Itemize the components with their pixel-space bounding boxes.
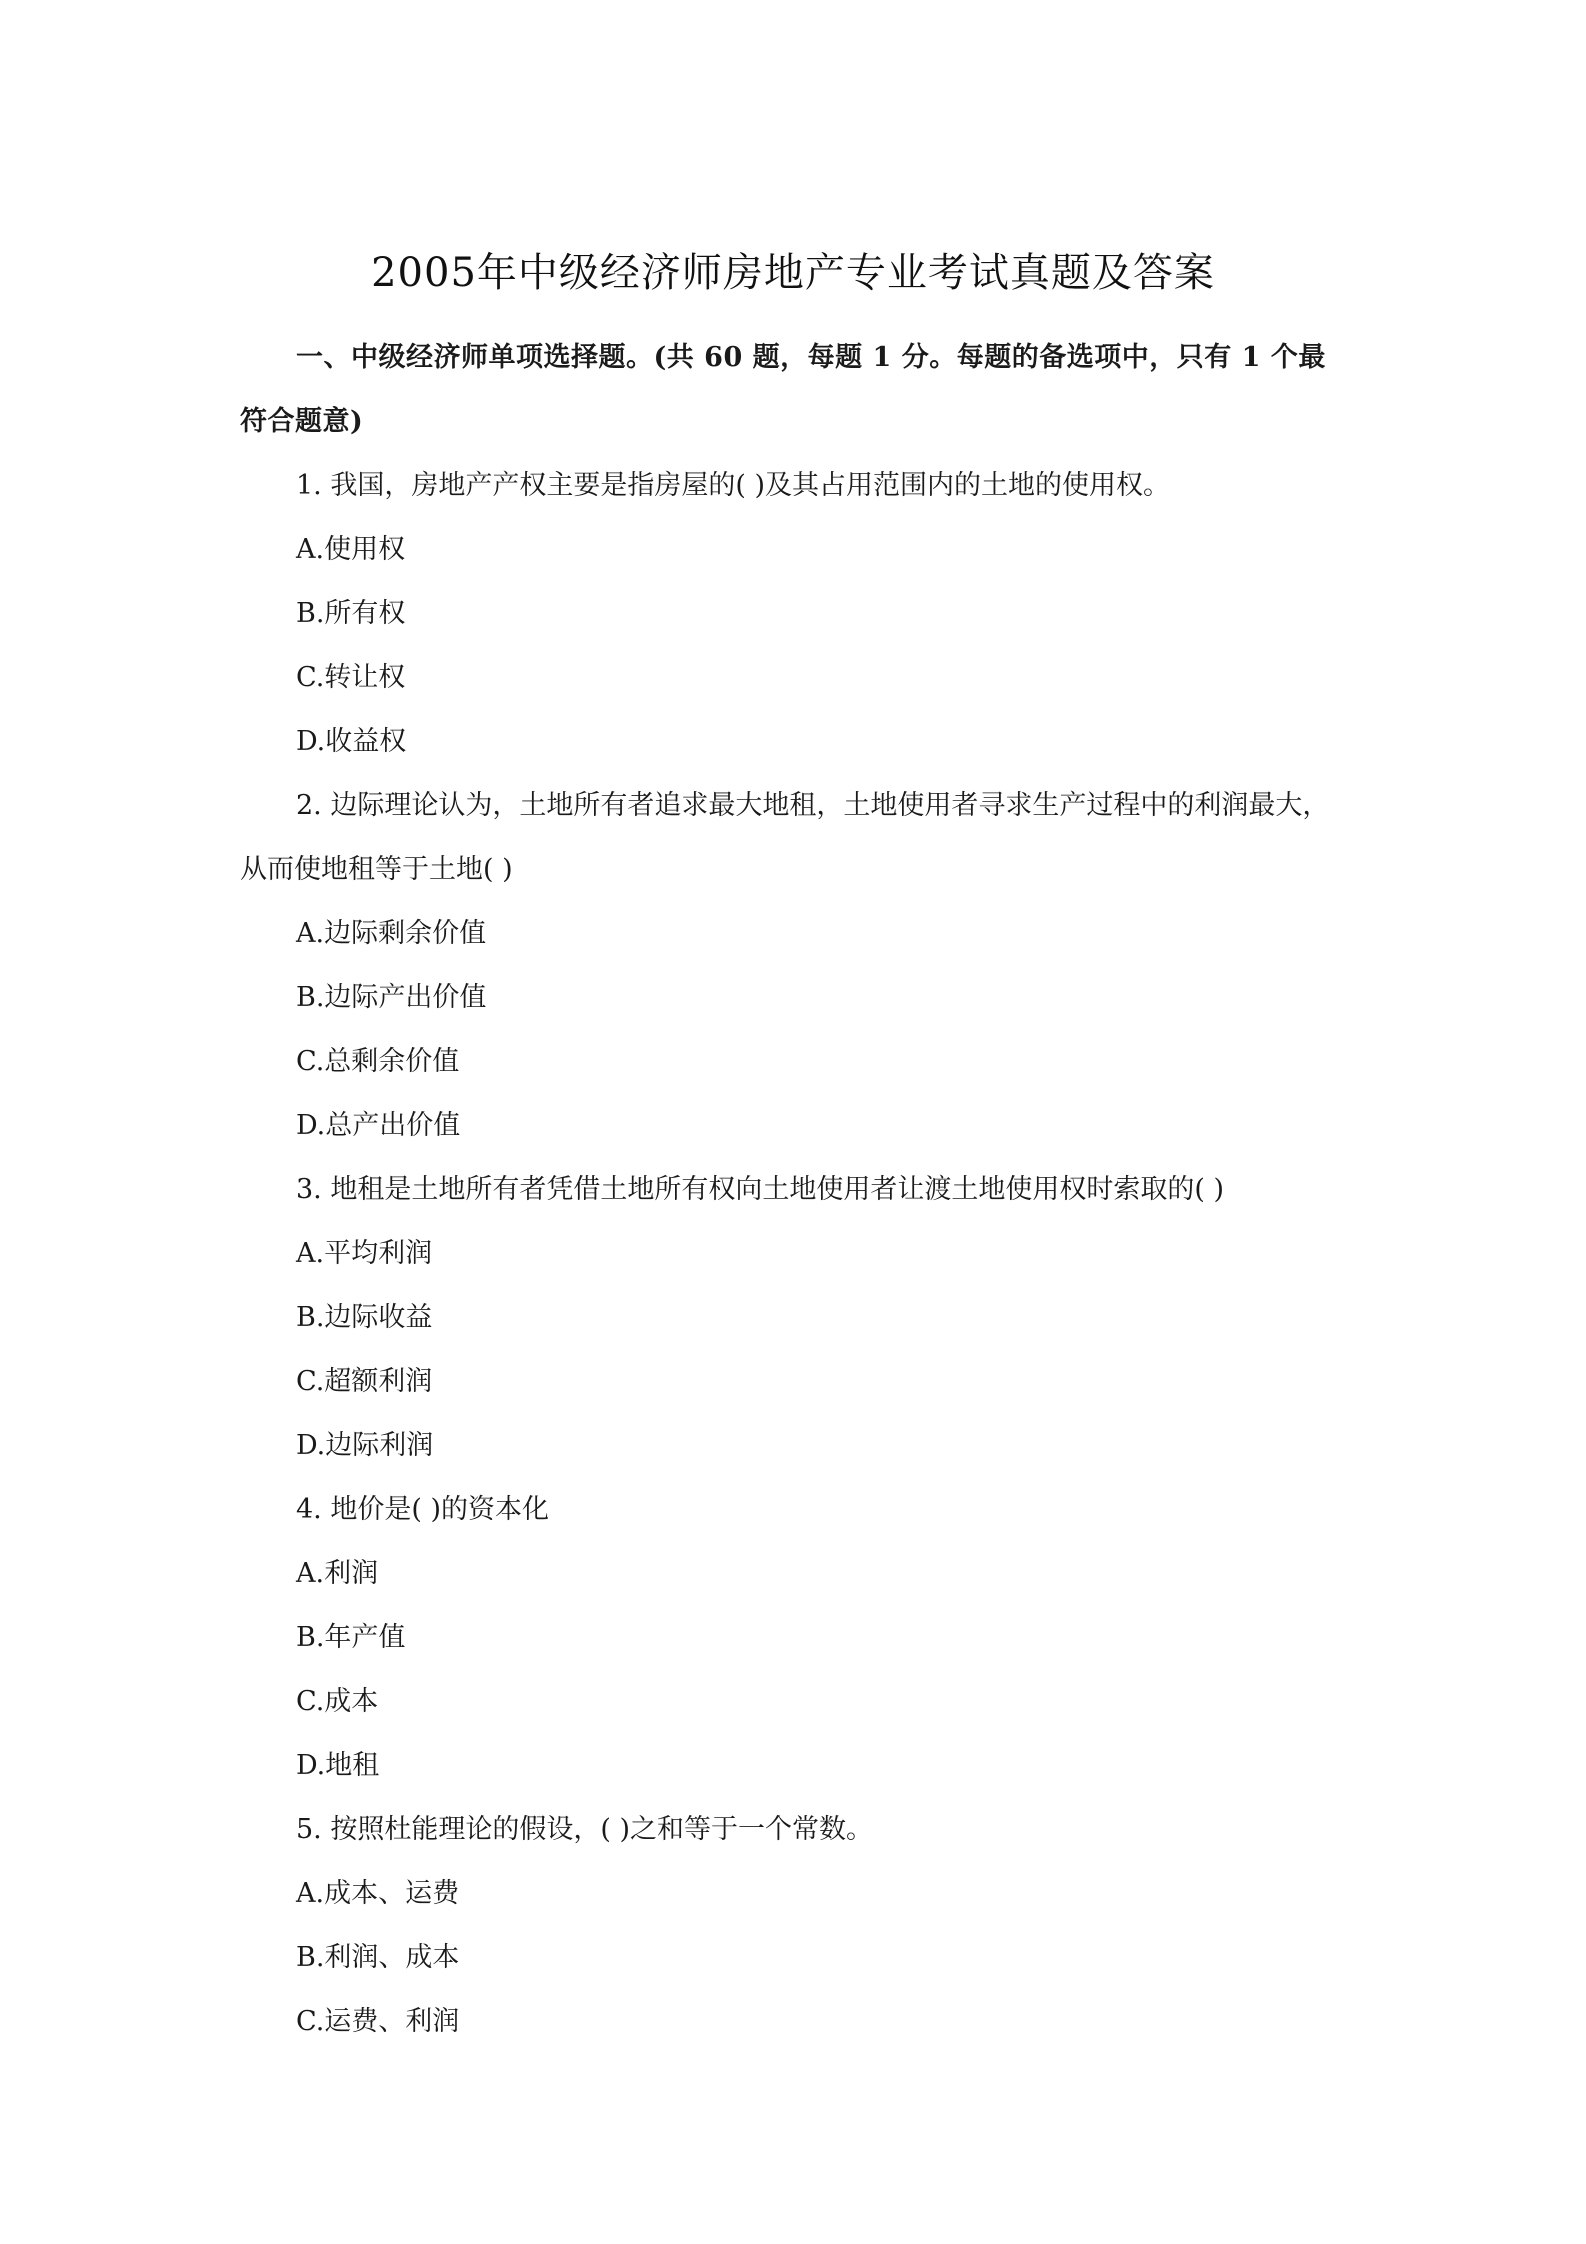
question-stem: 1. 我国，房地产产权主要是指房屋的( )及其占用范围内的土地的使用权。 bbox=[296, 470, 1170, 501]
option-d: D.地租 bbox=[296, 1750, 380, 1781]
option-c: C.转让权 bbox=[296, 662, 406, 693]
option-c: C.总剩余价值 bbox=[296, 1046, 460, 1077]
question-stem: 3. 地租是土地所有者凭借土地所有权向土地使用者让渡土地使用权时索取的( ) bbox=[296, 1174, 1224, 1205]
option-a: A.利润 bbox=[296, 1558, 379, 1589]
option-d: D.边际利润 bbox=[296, 1430, 434, 1461]
section-heading: 一、中级经济师单项选择题。(共 60 题，每题 1 分。每题的备选项中，只有 1 个最符合题意) bbox=[240, 342, 1326, 437]
question-1 bbox=[240, 454, 1350, 774]
question-5 bbox=[240, 1798, 1350, 2054]
question-stem: 2. 边际理论认为，土地所有者追求最大地租，土地使用者寻求生产过程中的利润最大，从而使地租等于土地( ) bbox=[240, 790, 1330, 885]
option-c: C.成本 bbox=[296, 1686, 379, 1717]
option-a: A.边际剩余价值 bbox=[296, 918, 487, 949]
option-b: B.年产值 bbox=[296, 1622, 406, 1653]
option-d: D.收益权 bbox=[296, 726, 407, 757]
option-a: A.平均利润 bbox=[296, 1238, 433, 1269]
question-4 bbox=[240, 1478, 1350, 1798]
option-b: B.边际产出价值 bbox=[296, 982, 487, 1013]
option-b: B.利润、成本 bbox=[296, 1942, 460, 1973]
option-c: C.运费、利润 bbox=[296, 2006, 460, 2037]
question-stem: 5. 按照杜能理论的假设，( )之和等于一个常数。 bbox=[296, 1814, 873, 1845]
option-c: C.超额利润 bbox=[296, 1366, 433, 1397]
document-title: 2005年中级经济师房地产专业考试真题及答案 bbox=[371, 249, 1215, 296]
option-d: D.总产出价值 bbox=[296, 1110, 461, 1141]
question-stem: 4. 地价是( )的资本化 bbox=[296, 1494, 549, 1525]
option-a: A.成本、运费 bbox=[296, 1878, 460, 1909]
option-b: B.所有权 bbox=[296, 598, 406, 629]
document-body bbox=[240, 326, 1350, 2054]
option-b: B.边际收益 bbox=[296, 1302, 433, 1333]
question-2 bbox=[240, 774, 1350, 1158]
question-3 bbox=[240, 1158, 1350, 1478]
option-a: A.使用权 bbox=[296, 534, 406, 565]
